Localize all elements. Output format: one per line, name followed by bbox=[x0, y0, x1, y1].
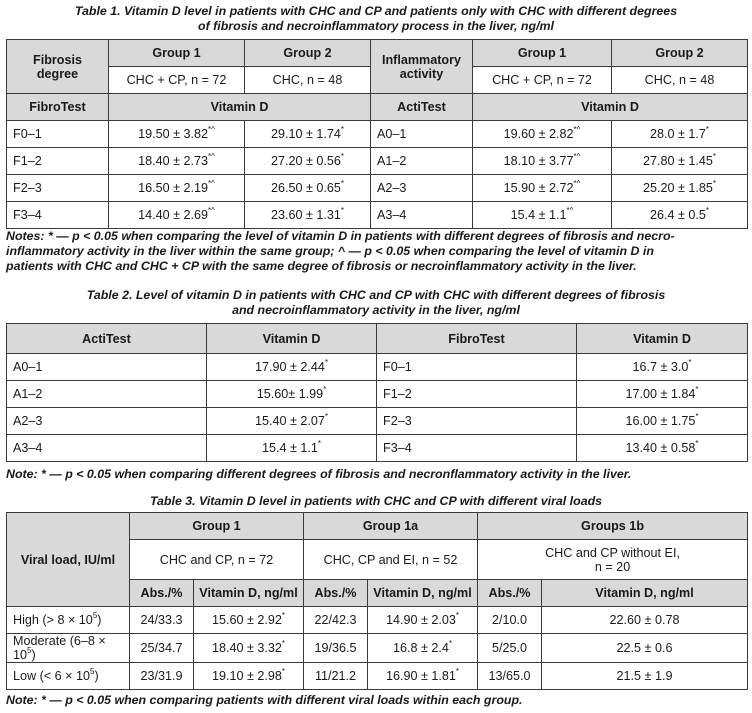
table1-h-group2b: Group 2 bbox=[612, 40, 748, 67]
table1-h-inflammatory: Inflammatory activity bbox=[371, 40, 473, 94]
table2-cell-actitest: A3–4 bbox=[7, 435, 207, 462]
table3-cell-abs1: 24/33.3 bbox=[130, 607, 194, 634]
table2-h-vitd: Vitamin D bbox=[207, 324, 377, 354]
table2-h-vitd2: Vitamin D bbox=[577, 324, 748, 354]
table3-header-row1 bbox=[7, 513, 748, 540]
table3-h-g1a: Group 1a bbox=[304, 513, 478, 540]
table1 bbox=[6, 39, 748, 229]
table2 bbox=[6, 323, 748, 462]
table-row bbox=[7, 175, 748, 202]
table1-cell-a2: 26.4 ± 0.5* bbox=[612, 202, 748, 229]
table3-cell-load: Moderate $(6-8 \times 10^5)$ bbox=[7, 634, 130, 663]
table3-h-vit3: Vitamin D, ng/ml bbox=[542, 580, 748, 607]
table3-cell-vit1: 15.60 ± 2.92* bbox=[194, 607, 304, 634]
table3-cell-abs2: 11/21.2 bbox=[304, 663, 368, 690]
table1-cell-a1: 19.60 ± 2.82*^ bbox=[473, 121, 612, 148]
table3-cell-vit2: 16.8 ± 2.4* bbox=[368, 634, 478, 663]
table3-cell-vit3: 22.60 ± 0.78 bbox=[542, 607, 748, 634]
table1-cell-g2: 23.60 ± 1.31* bbox=[245, 202, 371, 229]
table3-h-abs2: Abs./% bbox=[304, 580, 368, 607]
table1-h-vitd2: Vitamin D bbox=[473, 94, 748, 121]
table1-cell-activity: A1–2 bbox=[371, 148, 473, 175]
table3-sub-g1: CHC and CP, n = 72 bbox=[130, 540, 304, 580]
table-row bbox=[7, 381, 748, 408]
table3-cell-vit2: 16.90 ± 1.81* bbox=[368, 663, 478, 690]
table3-cell-abs3: 13/65.0 bbox=[478, 663, 542, 690]
table1-cell-a1: 15.90 ± 2.72*^ bbox=[473, 175, 612, 202]
table1-cell-g2: 27.20 ± 0.56* bbox=[245, 148, 371, 175]
table2-caption bbox=[0, 288, 752, 318]
table1-h-group1b: Group 1 bbox=[473, 40, 612, 67]
table3-caption: Table 3. Vitamin D level in patients with CHC and CP with different viral loads bbox=[149, 494, 603, 508]
table3-cell-abs1: 23/31.9 bbox=[130, 663, 194, 690]
table1-cell-activity: A2–3 bbox=[371, 175, 473, 202]
table-row bbox=[7, 148, 748, 175]
table1-note-line1: Notes: * — p < 0.05 when comparing the level of vitamin D in patients with different degrees of fibrosis and necro- bbox=[6, 229, 675, 243]
table3-sub-g1a: CHC, CP and EI, n = 52 bbox=[304, 540, 478, 580]
table2-cell-actitest: A2–3 bbox=[7, 408, 207, 435]
table-row bbox=[7, 408, 748, 435]
table2-cell-actitest: A0–1 bbox=[7, 354, 207, 381]
table3-cell-vit3: 21.5 ± 1.9 bbox=[542, 663, 748, 690]
table3-sub-g1b: CHC and CP without EI, n = 20 bbox=[478, 540, 748, 580]
table1-h-actitest: ActiTest bbox=[371, 94, 473, 121]
table3-cell-abs3: 2/10.0 bbox=[478, 607, 542, 634]
table3-cell-load: High (> $8 \times 10^5$) bbox=[7, 607, 130, 634]
table1-h-vitd: Vitamin D bbox=[109, 94, 371, 121]
table-row bbox=[7, 435, 748, 462]
table3-cell-vit3: 22.5 ± 0.6 bbox=[542, 634, 748, 663]
table3-note: Note: * — p < 0.05 when comparing patients with different viral loads within each group. bbox=[6, 693, 523, 707]
table-row bbox=[7, 634, 748, 663]
table2-caption-line2: and necroinflammatory activity in the liver, ng/ml bbox=[232, 303, 520, 317]
table1-notes bbox=[6, 229, 750, 274]
table1-sub-g2b: CHC, n = 48 bbox=[612, 67, 748, 94]
table3-cell-vit1: 19.10 ± 2.98* bbox=[194, 663, 304, 690]
table-row bbox=[7, 202, 748, 229]
table2-cell-avitd: 15.60± 1.99* bbox=[207, 381, 377, 408]
table1-sub-g1: CHC + CP, n = 72 bbox=[109, 67, 245, 94]
table2-cell-fvitd: 17.00 ± 1.84* bbox=[577, 381, 748, 408]
table3-h-abs3: Abs./% bbox=[478, 580, 542, 607]
table3-h-g1b: Groups 1b bbox=[478, 513, 748, 540]
table1-cell-g2: 26.50 ± 0.65* bbox=[245, 175, 371, 202]
table3-h-abs1: Abs./% bbox=[130, 580, 194, 607]
table3-cell-abs3: 5/25.0 bbox=[478, 634, 542, 663]
table1-cell-g1: 14.40 ± 2.69*^ bbox=[109, 202, 245, 229]
table2-header-row bbox=[7, 324, 748, 354]
table1-caption bbox=[0, 4, 752, 34]
table1-h-fibrosis: Fibrosis degree bbox=[7, 40, 109, 94]
table2-cell-fvitd: 16.00 ± 1.75* bbox=[577, 408, 748, 435]
table2-cell-fibrotest: F0–1 bbox=[377, 354, 577, 381]
table3-h-viral: Viral load, IU/ml bbox=[7, 513, 130, 607]
table-row bbox=[7, 663, 748, 690]
table1-h-fibrotest: FibroTest bbox=[7, 94, 109, 121]
table1-header-row3 bbox=[7, 94, 748, 121]
table1-h-group1: Group 1 bbox=[109, 40, 245, 67]
table3-h-g1: Group 1 bbox=[130, 513, 304, 540]
table2-cell-avitd: 15.4 ± 1.1* bbox=[207, 435, 377, 462]
table2-note: Note: * — p < 0.05 when comparing different degrees of fibrosis and necronflammatory activity in the liver. bbox=[6, 467, 632, 481]
table1-cell-g2: 29.10 ± 1.74* bbox=[245, 121, 371, 148]
table3-cell-vit2: 14.90 ± 2.03* bbox=[368, 607, 478, 634]
table2-cell-avitd: 17.90 ± 2.44* bbox=[207, 354, 377, 381]
table1-cell-activity: A0–1 bbox=[371, 121, 473, 148]
table2-cell-actitest: A1–2 bbox=[7, 381, 207, 408]
table1-sub-g1b: CHC + CP, n = 72 bbox=[473, 67, 612, 94]
table2-cell-fvitd: 13.40 ± 0.58* bbox=[577, 435, 748, 462]
table1-h-group2: Group 2 bbox=[245, 40, 371, 67]
table1-sub-g2: CHC, n = 48 bbox=[245, 67, 371, 94]
table3-cell-load: Low (< $6 \times 10^5$) bbox=[7, 663, 130, 690]
table2-h-fibrotest: FibroTest bbox=[377, 324, 577, 354]
table1-cell-g1: 18.40 ± 2.73*^ bbox=[109, 148, 245, 175]
table1-cell-a2: 28.0 ± 1.7* bbox=[612, 121, 748, 148]
table1-caption-line2: of fibrosis and necroinflammatory process in the liver, ng/ml bbox=[198, 19, 554, 33]
table2-cell-avitd: 15.40 ± 2.07* bbox=[207, 408, 377, 435]
table3-cell-abs1: 25/34.7 bbox=[130, 634, 194, 663]
table3-cell-vit1: 18.40 ± 3.32* bbox=[194, 634, 304, 663]
table2-caption-line1: Table 2. Level of vitamin D in patients with CHC and CP with CHC with different degrees of fibrosis bbox=[86, 288, 666, 302]
table1-cell-activity: A3–4 bbox=[371, 202, 473, 229]
table2-cell-fvitd: 16.7 ± 3.0* bbox=[577, 354, 748, 381]
table1-cell-fibrosis: F1–2 bbox=[7, 148, 109, 175]
table1-cell-g1: 16.50 ± 2.19*^ bbox=[109, 175, 245, 202]
table2-cell-fibrotest: F1–2 bbox=[377, 381, 577, 408]
table3-cell-abs2: 19/36.5 bbox=[304, 634, 368, 663]
table3-cell-abs2: 22/42.3 bbox=[304, 607, 368, 634]
table1-cell-g1: 19.50 ± 3.82*^ bbox=[109, 121, 245, 148]
table1-cell-fibrosis: F3–4 bbox=[7, 202, 109, 229]
table1-note-line2: inflammatory activity in the liver within the same group; ^ — p < 0.05 when comparing the level of vitamin D in bbox=[6, 244, 654, 258]
table1-cell-a1: 15.4 ± 1.1*^ bbox=[473, 202, 612, 229]
table1-cell-a1: 18.10 ± 3.77*^ bbox=[473, 148, 612, 175]
table-row bbox=[7, 607, 748, 634]
table-row bbox=[7, 121, 748, 148]
table3 bbox=[6, 512, 748, 690]
table2-h-actitest: ActiTest bbox=[7, 324, 207, 354]
table-row bbox=[7, 354, 748, 381]
table1-cell-a2: 25.20 ± 1.85* bbox=[612, 175, 748, 202]
table3-h-vit2: Vitamin D, ng/ml bbox=[368, 580, 478, 607]
table3-h-vit1: Vitamin D, ng/ml bbox=[194, 580, 304, 607]
table1-header-row1 bbox=[7, 40, 748, 67]
table1-caption-line1: Table 1. Vitamin D level in patients with CHC and CP and patients only with CHC with different degrees bbox=[74, 4, 678, 18]
table1-note-line3: patients with CHC and CHC + CP with the same degree of fibrosis or necroinflammatory activity in the liver. bbox=[6, 259, 637, 273]
table1-cell-a2: 27.80 ± 1.45* bbox=[612, 148, 748, 175]
table1-cell-fibrosis: F2–3 bbox=[7, 175, 109, 202]
table1-cell-fibrosis: F0–1 bbox=[7, 121, 109, 148]
table2-cell-fibrotest: F2–3 bbox=[377, 408, 577, 435]
table2-cell-fibrotest: F3–4 bbox=[377, 435, 577, 462]
